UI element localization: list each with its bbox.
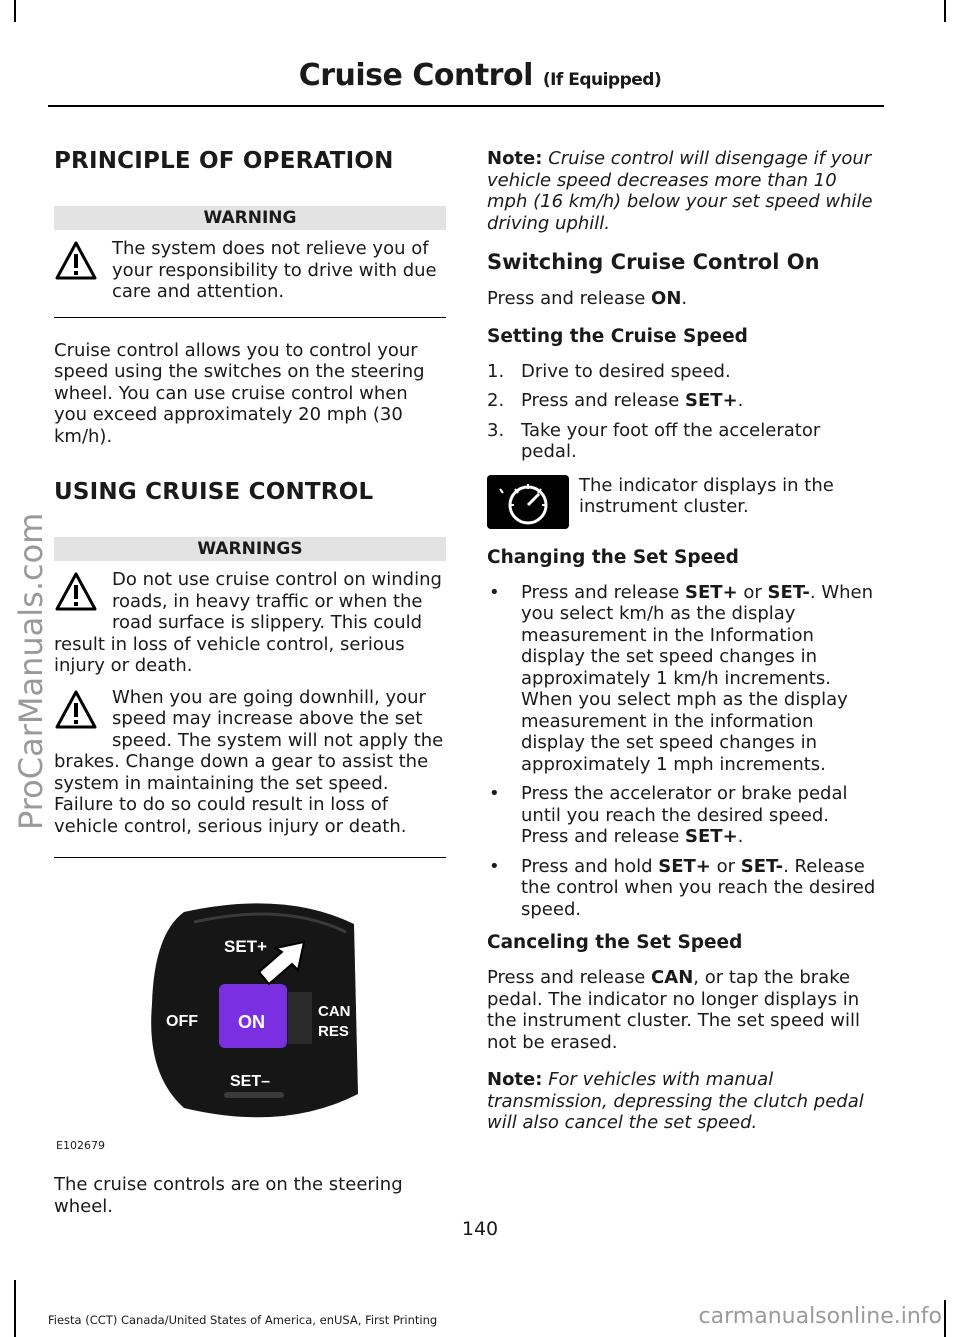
- list-item: [487, 390, 879, 412]
- list-item: [487, 361, 879, 383]
- key-set-plus: SET+: [658, 855, 711, 877]
- warnings-label-bar: WARNINGS: [54, 537, 446, 561]
- text-fragment: Press and hold: [521, 855, 659, 877]
- cruise-control-switch-figure: [54, 894, 446, 1152]
- text-fragment: . When you select km/h as the display measurement in the Information display the set speed changes in approximately 1 km/h increments. When you select mph as the display measurement in the information display the set speed changes in approximately 1 mph increments.: [521, 581, 874, 775]
- list-item: [487, 420, 879, 463]
- note-label: Note:: [487, 148, 543, 169]
- right-column: [487, 148, 879, 1150]
- bullet: •: [489, 581, 500, 603]
- text-fragment: , or tap the brake pedal. The indicator no longer displays in the instrument cluster. The set speed will not be erased.: [487, 967, 860, 1053]
- label-off: OFF: [166, 1013, 198, 1030]
- heading-principle-of-operation: PRINCIPLE OF OPERATION: [54, 148, 394, 174]
- key-on: ON: [651, 288, 682, 309]
- note-text: Cruise control will disengage if your vehicle speed decreases more than 10 mph (16 km/h) below your set speed while driving uphill.: [487, 148, 873, 234]
- crop-mark-top-right: [944, 0, 946, 22]
- heading-setting-speed: Setting the Cruise Speed: [487, 325, 748, 347]
- warning-block-3: [54, 687, 446, 838]
- text-fragment: Press the accelerator or brake pedal until you reach the desired speed. Press and release: [521, 783, 848, 847]
- note-disengage: [487, 148, 879, 234]
- intro-paragraph: Cruise control allows you to control your speed using the switches on the steering wheel. You can use cruise control when you exceed approximately 20 mph (30 km/h).: [54, 339, 425, 447]
- bottom-watermark: carmanualsonline.info: [698, 1304, 942, 1329]
- step-text: Press and release: [521, 390, 686, 411]
- list-item: [487, 856, 879, 921]
- footer-text: Fiesta (CCT) Canada/United States of America, enUSA, First Printing: [48, 1313, 438, 1327]
- side-watermark: ProCarManuals.com: [12, 512, 50, 830]
- text-fragment: Press and release: [487, 288, 652, 309]
- key-set-plus: SET+: [685, 390, 738, 411]
- warning-block-1: [54, 238, 446, 303]
- text-fragment: Press and release: [521, 581, 686, 603]
- key-set-plus: SET+: [685, 826, 738, 847]
- figure-caption: The cruise controls are on the steering wheel.: [54, 1174, 403, 1217]
- warning-block-2: [54, 569, 446, 677]
- text-fragment: Press and release: [487, 967, 652, 988]
- note-text: For vehicles with manual transmission, depressing the clutch pedal will also cancel the set speed.: [487, 1069, 864, 1133]
- key-can: CAN: [651, 967, 694, 988]
- header-rule: [48, 105, 884, 107]
- setting-steps-list: [487, 361, 879, 463]
- key-set-minus: SET-: [740, 855, 784, 877]
- bullet: •: [489, 855, 500, 877]
- text-fragment: or: [710, 855, 741, 877]
- warning-text-2: Do not use cruise control on winding roads, in heavy traffic or when the road surface is slippery. This could result in loss of vehicle control, serious injury or death.: [54, 569, 442, 676]
- heading-switching-on: Switching Cruise Control On: [487, 250, 820, 274]
- page-header-title: [0, 58, 960, 93]
- crop-mark-bottom-right: [944, 1300, 946, 1337]
- heading-using-cruise-control: USING CRUISE CONTROL: [54, 479, 374, 505]
- cruise-speedometer-icon: [487, 475, 569, 529]
- header-title: Cruise Control: [298, 58, 533, 93]
- crop-mark-bottom-left: [14, 1280, 16, 1337]
- label-set-minus: SET–: [230, 1073, 271, 1090]
- warning-triangle-icon: [54, 689, 98, 731]
- note-label: Note:: [487, 1069, 543, 1090]
- warning-text-3: When you are going downhill, your speed may increase above the set speed. The system will not apply the brakes. Change down a gear to assist the system in maintaining the set speed. Failure to do so could result in loss of vehicle control, serious injury or death.: [54, 686, 444, 837]
- text-fragment: .: [681, 288, 688, 309]
- note-manual-transmission: [487, 1069, 879, 1134]
- step-number: 1.: [487, 360, 505, 382]
- text-fragment: or: [737, 581, 768, 603]
- figure-code: E102679: [56, 1139, 105, 1152]
- warning-label-bar: WARNING: [54, 206, 446, 230]
- indicator-row: [487, 475, 879, 531]
- cancel-paragraph: [487, 967, 879, 1053]
- list-item: [487, 783, 879, 848]
- key-set-plus: SET+: [685, 581, 738, 603]
- indicator-text: The indicator displays in the instrument cluster.: [579, 474, 834, 517]
- warnings-end-rule: [54, 857, 446, 858]
- header-title-suffix: (If Equipped): [542, 70, 662, 90]
- key-set-minus: SET-: [767, 581, 810, 603]
- warning-triangle-icon: [54, 571, 98, 613]
- label-set-plus: SET+: [224, 937, 267, 956]
- label-res: RES: [318, 1023, 349, 1040]
- step-text: .: [737, 390, 744, 411]
- crop-mark-top-left: [14, 0, 16, 22]
- warning-text-1: The system does not relieve you of your responsibility to drive with due care and attention.: [112, 238, 437, 302]
- step-text: Take your foot off the accelerator pedal.: [521, 419, 821, 462]
- step-number: 3.: [487, 419, 505, 441]
- label-can: CAN: [318, 1003, 351, 1020]
- changing-bullets-list: [487, 582, 879, 921]
- switch-on-paragraph: [487, 288, 879, 310]
- bullet: •: [489, 783, 500, 804]
- page-number: 140: [461, 1218, 499, 1240]
- left-column: [54, 148, 446, 1233]
- list-item: [487, 582, 879, 776]
- label-on: ON: [238, 1012, 265, 1032]
- heading-changing-speed: Changing the Set Speed: [487, 546, 739, 568]
- heading-canceling-speed: Canceling the Set Speed: [487, 932, 743, 953]
- step-number: 2.: [487, 390, 505, 411]
- text-fragment: . Release the control when you reach the desired speed.: [521, 855, 876, 920]
- warning-triangle-icon: [54, 240, 98, 282]
- step-text: Drive to desired speed.: [521, 360, 731, 382]
- steering-wheel-switch-illustration: [54, 894, 446, 1134]
- text-fragment: .: [737, 826, 744, 847]
- warning-end-rule: [54, 317, 446, 318]
